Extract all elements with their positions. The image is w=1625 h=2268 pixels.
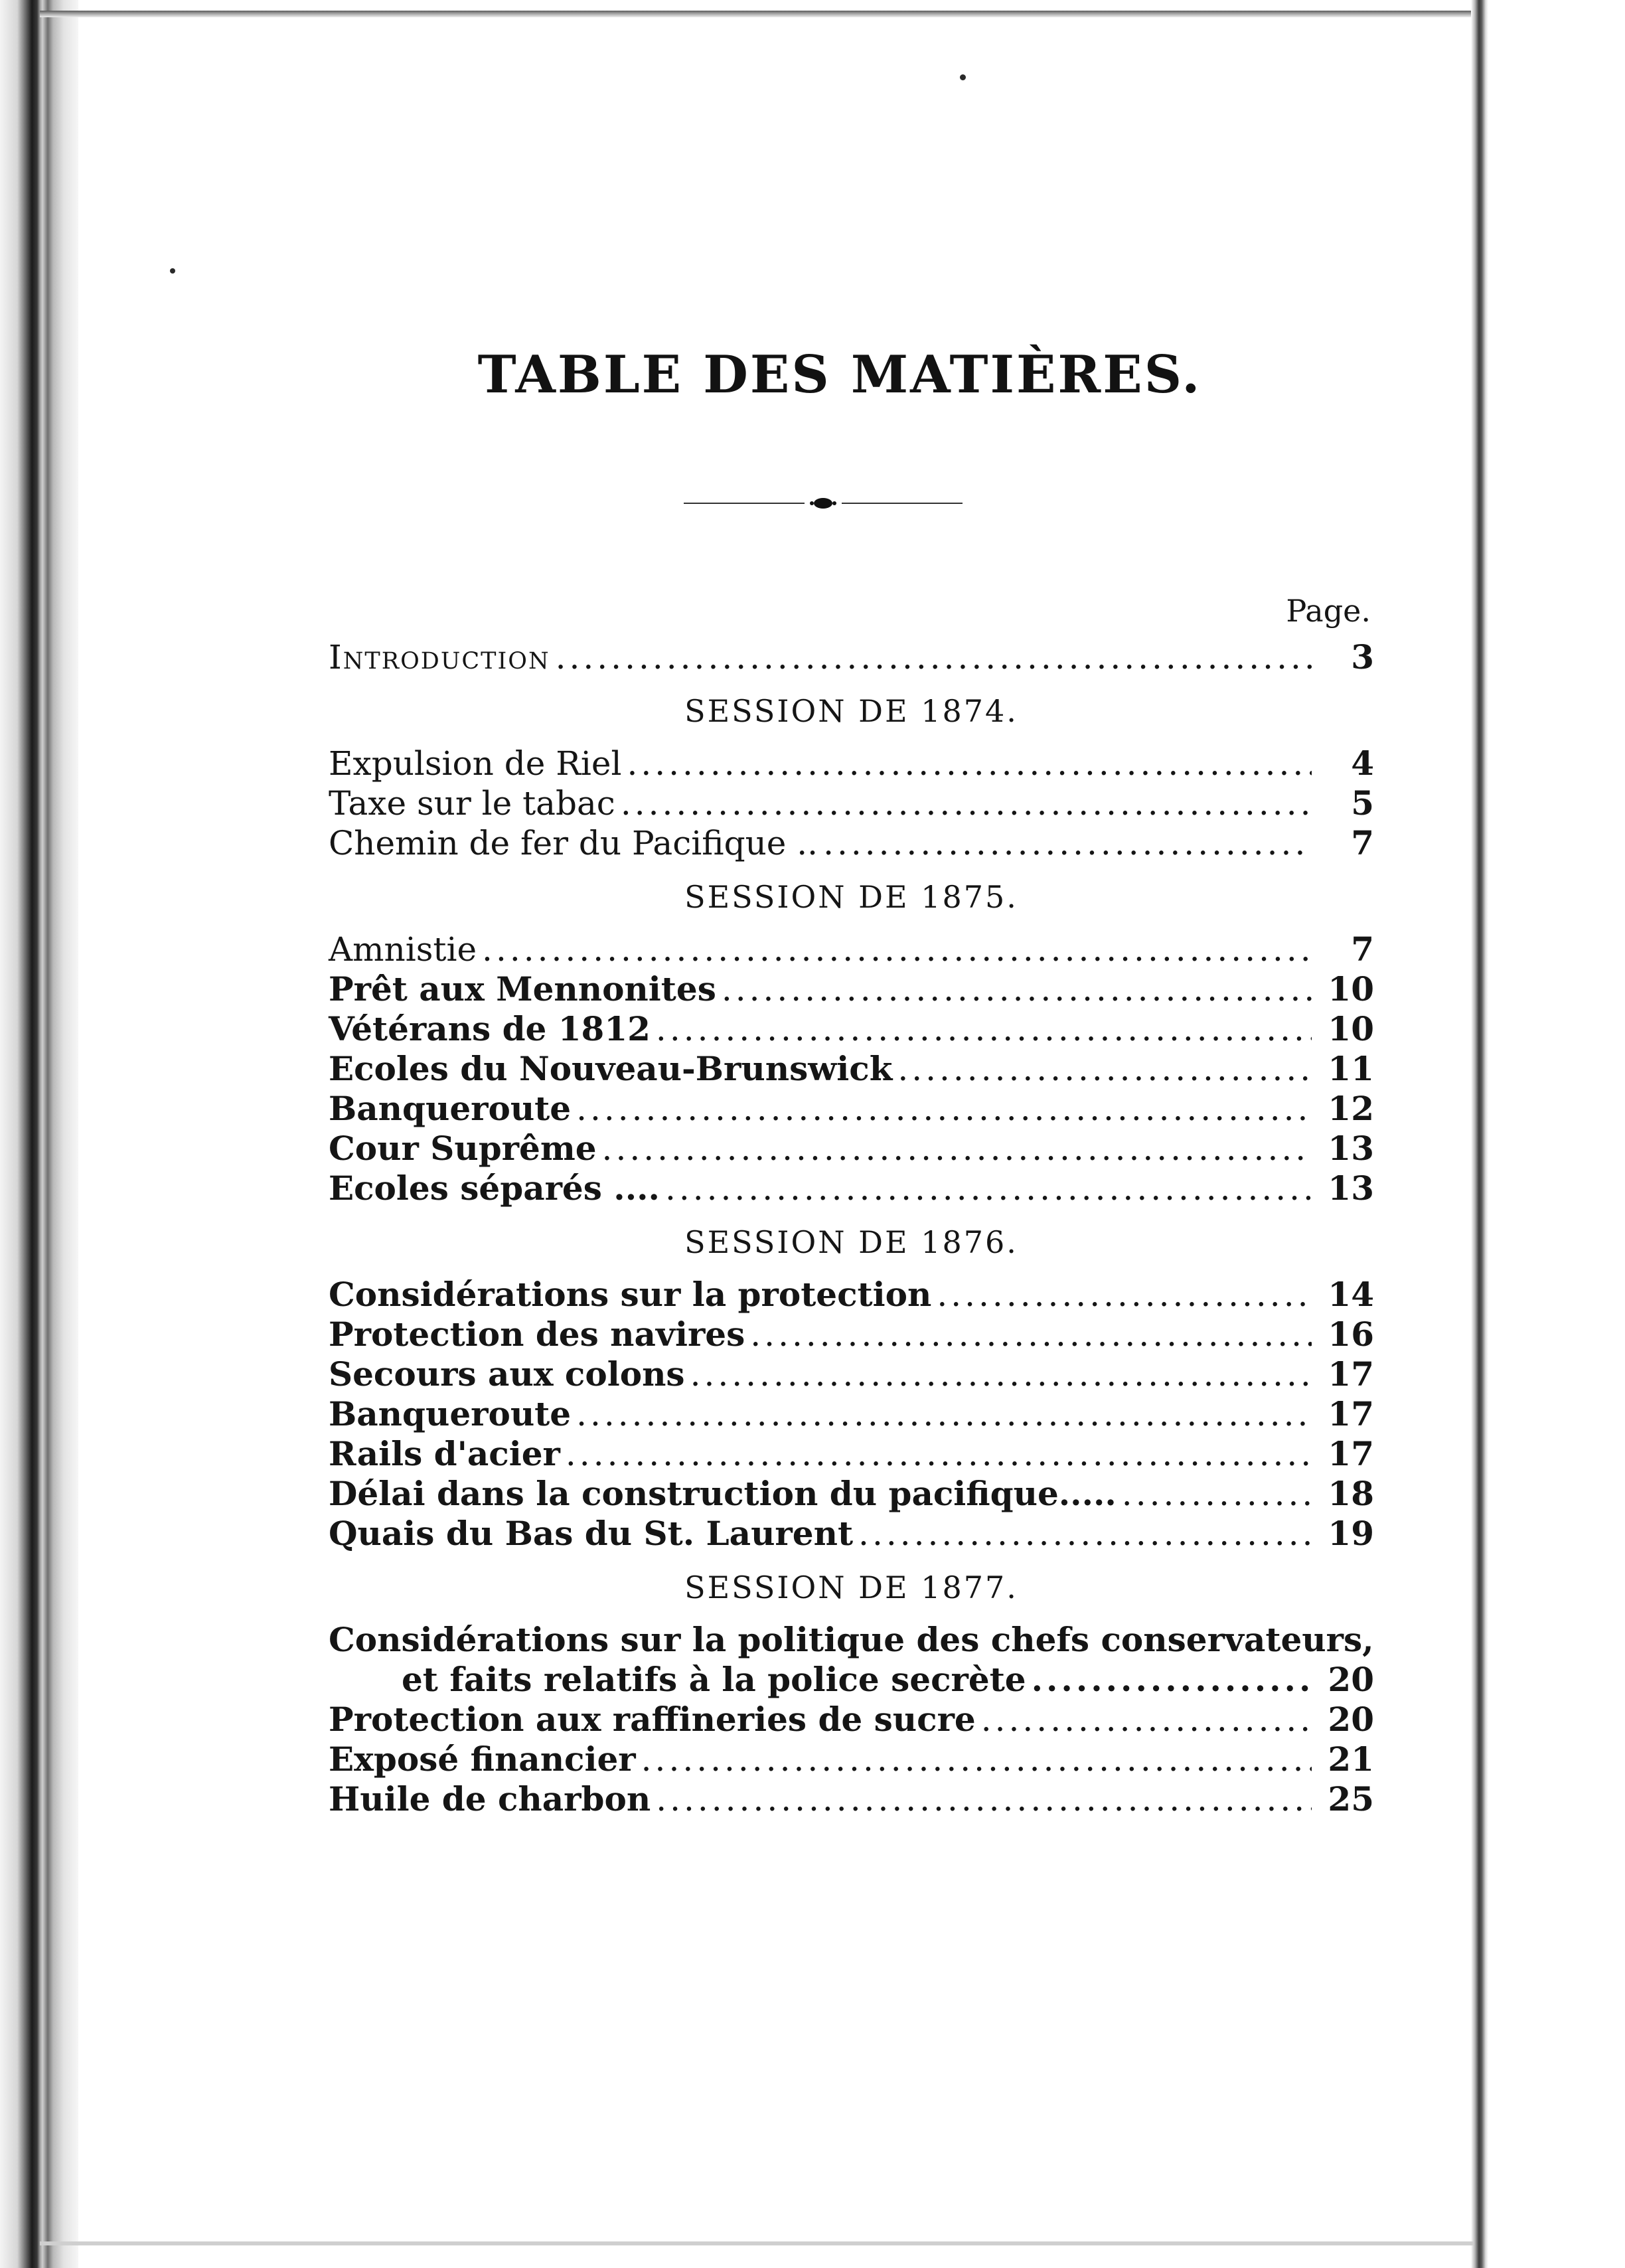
dot-leader <box>897 1049 1312 1089</box>
session-heading-1876: SESSION DE 1876. <box>684 1224 1018 1260</box>
dot-leader <box>627 744 1312 783</box>
toc-entry[interactable] <box>329 1434 1374 1474</box>
toc-entry-label: Banqueroute <box>329 1394 572 1433</box>
toc-entry-page: 17 <box>1328 1354 1374 1394</box>
toc-entry-label: Protection aux raffineries de sucre <box>329 1700 976 1739</box>
toc-entry[interactable] <box>329 1009 1374 1049</box>
session-heading-1874: SESSION DE 1874. <box>684 693 1018 729</box>
ink-speck <box>170 268 175 274</box>
toc-entry-label: Chemin de fer du Pacifique .. <box>329 824 818 862</box>
toc-entry-page: 25 <box>1328 1779 1374 1819</box>
dot-leader <box>665 1169 1312 1208</box>
toc-entry-page: 13 <box>1328 1129 1374 1168</box>
toc-entry[interactable] <box>329 1315 1374 1354</box>
toc-entry[interactable] <box>329 1779 1374 1819</box>
toc-entry-page: 19 <box>1328 1514 1374 1553</box>
dot-leader <box>482 930 1312 969</box>
toc-entry-label-line2: et faits relatifs à la police secrète <box>402 1660 1026 1699</box>
toc-entry-label: Amnistie <box>329 930 477 969</box>
ink-speck <box>960 74 966 80</box>
toc-entry[interactable] <box>329 744 1374 783</box>
toc-entry[interactable] <box>329 1354 1374 1394</box>
dot-leader <box>981 1700 1312 1740</box>
toc-entry-page: 5 <box>1351 783 1374 823</box>
toc-entry-label: Secours aux colons <box>329 1354 685 1394</box>
toc-entry-page: 18 <box>1328 1474 1374 1513</box>
toc-entry-label: Prêt aux Mennonites <box>329 969 716 1009</box>
dot-leader <box>1122 1474 1312 1514</box>
toc-entry-page: 20 <box>1328 1700 1374 1739</box>
toc-entry[interactable] <box>329 1169 1374 1208</box>
toc-entry-page: 7 <box>1351 930 1374 969</box>
dot-leader <box>641 1740 1312 1779</box>
page-top-edge <box>40 11 1480 17</box>
book-spine-edge <box>0 0 78 2268</box>
toc-entry[interactable] <box>329 823 1374 863</box>
toc-entry[interactable] <box>329 1049 1374 1089</box>
table-of-contents <box>329 584 1374 1819</box>
ornament-divider <box>684 495 963 511</box>
toc-entry-page: 14 <box>1328 1275 1374 1314</box>
toc-entry-multiline[interactable] <box>329 1620 1374 1700</box>
toc-entry-label: Huile de charbon <box>329 1779 651 1819</box>
dot-leader <box>556 637 1312 677</box>
dot-leader <box>1032 1660 1312 1700</box>
toc-entry-page: 17 <box>1328 1394 1374 1433</box>
toc-entry-label: Délai dans la construction du pacifique..... <box>329 1474 1117 1513</box>
page-right-edge <box>1471 0 1488 2268</box>
page-column-heading: Page. <box>1286 593 1371 629</box>
toc-entry-page: 13 <box>1328 1169 1374 1208</box>
toc-entry-label: Considérations sur la protection <box>329 1275 932 1314</box>
dot-leader <box>858 1514 1312 1554</box>
toc-entry-page: 12 <box>1328 1089 1374 1128</box>
toc-entry[interactable] <box>329 1394 1374 1434</box>
toc-entry-label: Banqueroute <box>329 1089 572 1128</box>
dot-leader <box>602 1129 1312 1169</box>
toc-entry[interactable] <box>329 969 1374 1009</box>
dot-leader <box>690 1354 1312 1394</box>
toc-entry-label: Cour Suprême <box>329 1129 597 1168</box>
dot-leader <box>937 1275 1312 1315</box>
dot-leader <box>722 969 1312 1009</box>
toc-entry-page: 11 <box>1328 1049 1374 1088</box>
toc-entry-label: Ecoles du Nouveau-Brunswick <box>329 1049 893 1088</box>
toc-entry[interactable] <box>329 1129 1374 1169</box>
dot-leader <box>576 1089 1312 1129</box>
dot-leader <box>656 1779 1312 1819</box>
toc-entry[interactable] <box>329 1089 1374 1129</box>
dot-leader <box>823 823 1312 863</box>
dot-leader <box>621 783 1312 823</box>
session-heading-1875: SESSION DE 1875. <box>684 879 1018 915</box>
toc-entry-page: 10 <box>1328 1009 1374 1048</box>
dot-leader <box>656 1009 1312 1049</box>
toc-entry[interactable] <box>329 1700 1374 1740</box>
toc-entry-label: Ecoles séparés .... <box>329 1169 660 1208</box>
toc-entry-label: Rails d'acier <box>329 1434 560 1473</box>
toc-entry[interactable] <box>329 1740 1374 1779</box>
toc-entry-label: Vétérans de 1812 <box>329 1009 651 1048</box>
toc-entry[interactable] <box>329 783 1374 823</box>
session-heading-1877: SESSION DE 1877. <box>684 1570 1018 1605</box>
toc-entry[interactable] <box>329 1474 1374 1514</box>
toc-entry-label: Quais du Bas du St. Laurent <box>329 1514 854 1553</box>
page-bottom-edge <box>40 2241 1474 2245</box>
dot-leader <box>576 1394 1312 1434</box>
toc-entry-page: 4 <box>1351 744 1374 783</box>
toc-entry-label: Introduction <box>329 638 550 677</box>
toc-entry-label: Expulsion de Riel <box>329 744 622 783</box>
dot-leader <box>750 1315 1312 1354</box>
toc-entry-continuation <box>329 1660 1374 1700</box>
page-title: TABLE DES MATIÈRES. <box>477 345 1202 405</box>
toc-entry-introduction[interactable] <box>329 637 1374 677</box>
toc-entry-page: 21 <box>1328 1740 1374 1779</box>
dot-leader <box>566 1434 1312 1474</box>
toc-entry[interactable] <box>329 1275 1374 1315</box>
toc-entry[interactable] <box>329 930 1374 969</box>
toc-entry-label-line1: Considérations sur la politique des chefs conservateurs, <box>329 1620 1374 1659</box>
toc-entry-label: Taxe sur le tabac <box>329 784 615 823</box>
toc-entry-label: Protection des navires <box>329 1315 745 1354</box>
toc-entry-page: 17 <box>1328 1434 1374 1473</box>
toc-entry-page: 3 <box>1351 637 1374 677</box>
toc-entry-label: Exposé financier <box>329 1740 636 1779</box>
toc-entry-page: 16 <box>1328 1315 1374 1354</box>
toc-entry-page: 20 <box>1328 1660 1374 1699</box>
toc-entry-page: 7 <box>1351 823 1374 862</box>
toc-entry-page: 10 <box>1328 969 1374 1009</box>
toc-entry[interactable] <box>329 1514 1374 1554</box>
